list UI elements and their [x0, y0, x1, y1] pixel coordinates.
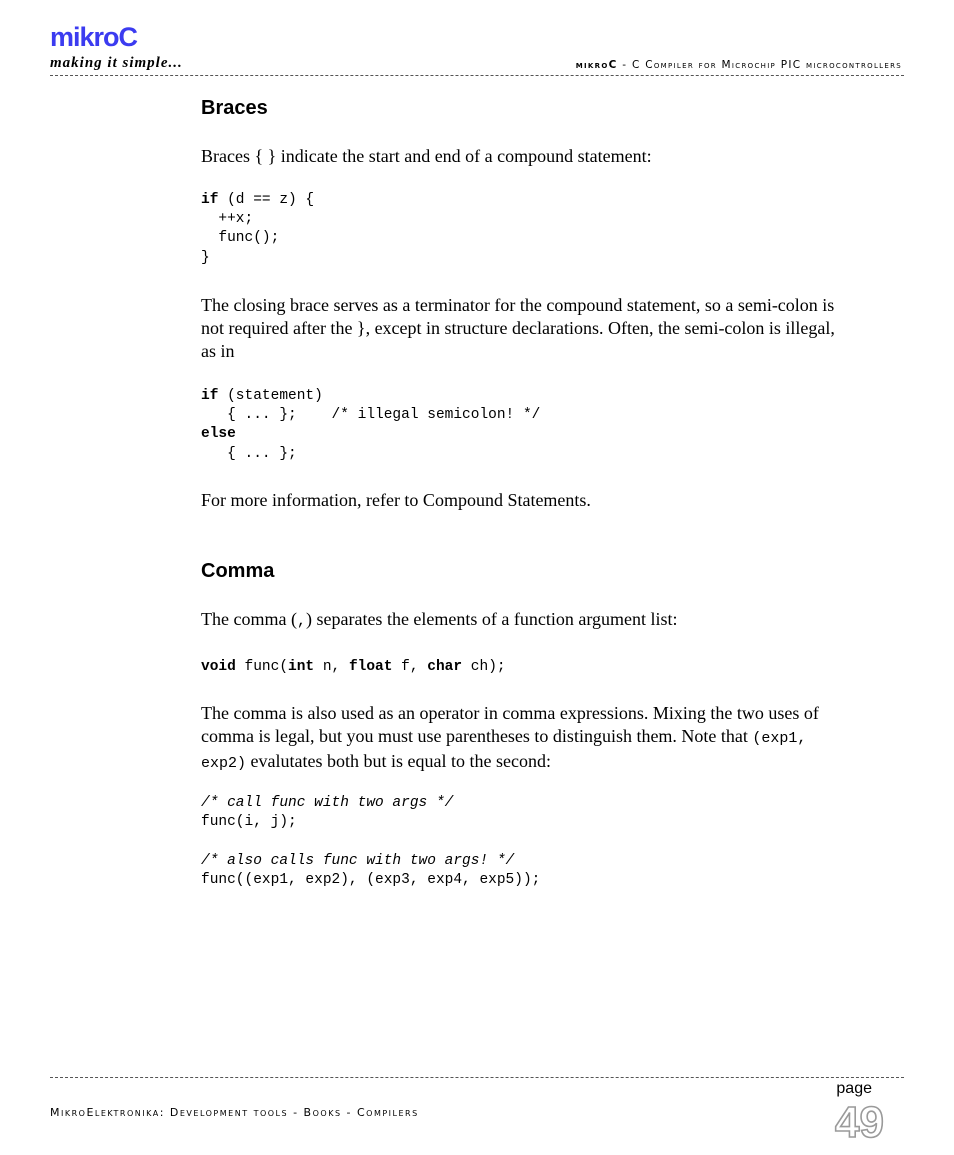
section-heading-braces: Braces — [201, 97, 268, 119]
code-keyword: if — [201, 388, 219, 404]
braces-explanation: The closing brace serves as a terminator for the compound statement, so a semi-colon is not required after the }, except in structure declarations. Often, the semi-colon is illegal, as in — [201, 295, 835, 361]
braces-intro: Braces { } indicate the start and end of a compound statement: — [201, 146, 652, 166]
header-title-rest: - C Compiler for Microchip PIC microcontrollers — [617, 59, 902, 71]
braces-more-info: For more information, refer to Compound Statements. — [201, 490, 591, 510]
header-divider — [50, 75, 904, 76]
comma-explanation: The comma is also used as an operator in comma expressions. Mixing the two uses of comma is legal, but you must use parentheses to distinguish them. Note that (exp1, exp2) evalutates both but is equal to the second: — [201, 703, 819, 772]
page-number: 49 — [835, 1098, 884, 1147]
header-title-brand: mikroC — [575, 59, 618, 71]
section-heading-comma: Comma — [201, 560, 275, 582]
code-block-braces-example: if (d == z) { ++x; func(); } — [201, 192, 315, 266]
page-label: page — [836, 1080, 872, 1097]
brand-tagline: making it simple... — [50, 55, 183, 71]
footer-divider — [50, 1077, 904, 1078]
code-block-illegal-semicolon: if (statement) { ... }; /* illegal semicolon! */ else { ... }; — [201, 388, 541, 462]
brand-logo: mikroC — [50, 22, 138, 52]
comma-intro: The comma (,) separates the elements of a function argument list: — [201, 609, 678, 630]
header-title — [576, 58, 902, 72]
code-block-comma-expressions: /* call func with two args */ func(i, j); /* also calls func with two args! */ func((exp1, exp2), (exp3, exp4, exp5)); — [201, 795, 541, 888]
code-keyword: else — [201, 426, 236, 443]
footer-publisher: MikroElektronika: Development tools - Books - Compilers — [50, 1106, 419, 1119]
code-block-function-args: void func(int n, float f, char ch); — [201, 659, 506, 675]
code-keyword: if — [201, 192, 219, 208]
